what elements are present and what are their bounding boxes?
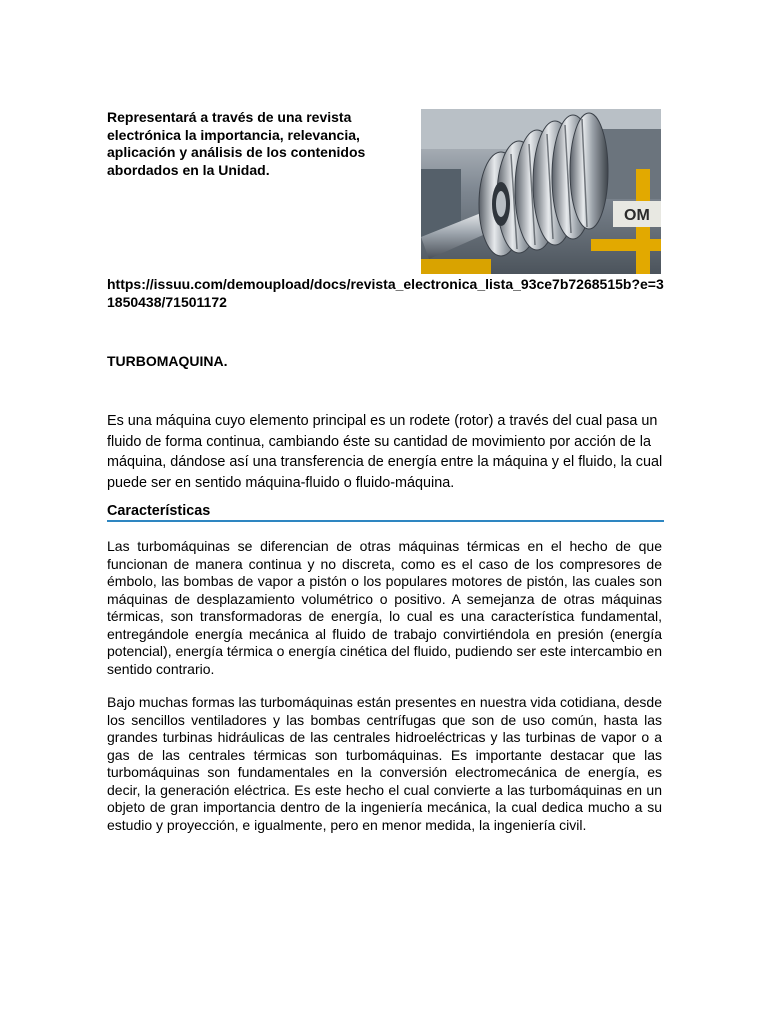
section-title-caracteristicas: Características (107, 503, 211, 519)
revista-link[interactable]: https://issuu.com/demoupload/docs/revista_electronica_lista_93ce7b7268515b?e=31850438/71501172 (107, 276, 664, 310)
definition-paragraph: Es una máquina cuyo elemento principal es un rodete (rotor) a través del cual pasa un fluido de forma continua, cambiando éste su cantidad de movimiento por acción de la máquina, dándose así una transferencia de energía entre la máquina y el fluido, la cual puede ser en sentido máquina-fluido o fluido-máquina. (107, 413, 663, 491)
svg-text:OM: OM (624, 207, 650, 224)
intro-text: Representará a través de una revista electrónica la importancia, relevancia, aplicación y análisis de los contenidos abordados en la Unidad. (107, 109, 366, 178)
page-title: TURBOMAQUINA. (107, 353, 228, 369)
turbine-rotor-photo (421, 109, 661, 274)
section-divider (107, 520, 664, 522)
characteristics-paragraph-1: Las turbomáquinas se diferencian de otras máquinas térmicas en el hecho de que funcionan de manera continua y no discreta, como es el caso de los compresores de émbolo, las bombas de vapor a pistón o los populares motores de pistón, las cuales son máquinas de desplazamiento volumétrico o positivo. A semejanza de otras máquinas térmicas, son transformadoras de energía, lo cual es una característica fundamental, entregándole energía mecánica al fluido de trabajo convirtiéndola en presión (energía potencial), energía térmica o energía cinética del fluido, pudiendo ser este intercambio en sentido contrario. (107, 538, 662, 677)
characteristics-paragraph-2: Bajo muchas formas las turbomáquinas están presentes en nuestra vida cotidiana, desde los sencillos ventiladores y las bombas centrífugas que son de uso común, hasta las grandes turbinas hidráulicas de las centrales hidroeléctricas y las turbinas de vapor o a gas de las centrales térmicas son turbomáquinas. Es importante destacar que las turbomáquinas son fundamentales en la conversión electromecánica de energía, es decir, la generación eléctrica. Es este hecho el cual convierte a las turbomáquinas en un objeto de gran importancia dentro de la ingeniería mecánica, la cual dedica mucho a su estudio y proyección, e igualmente, pero en menor medida, la ingeniería civil. (107, 694, 662, 833)
